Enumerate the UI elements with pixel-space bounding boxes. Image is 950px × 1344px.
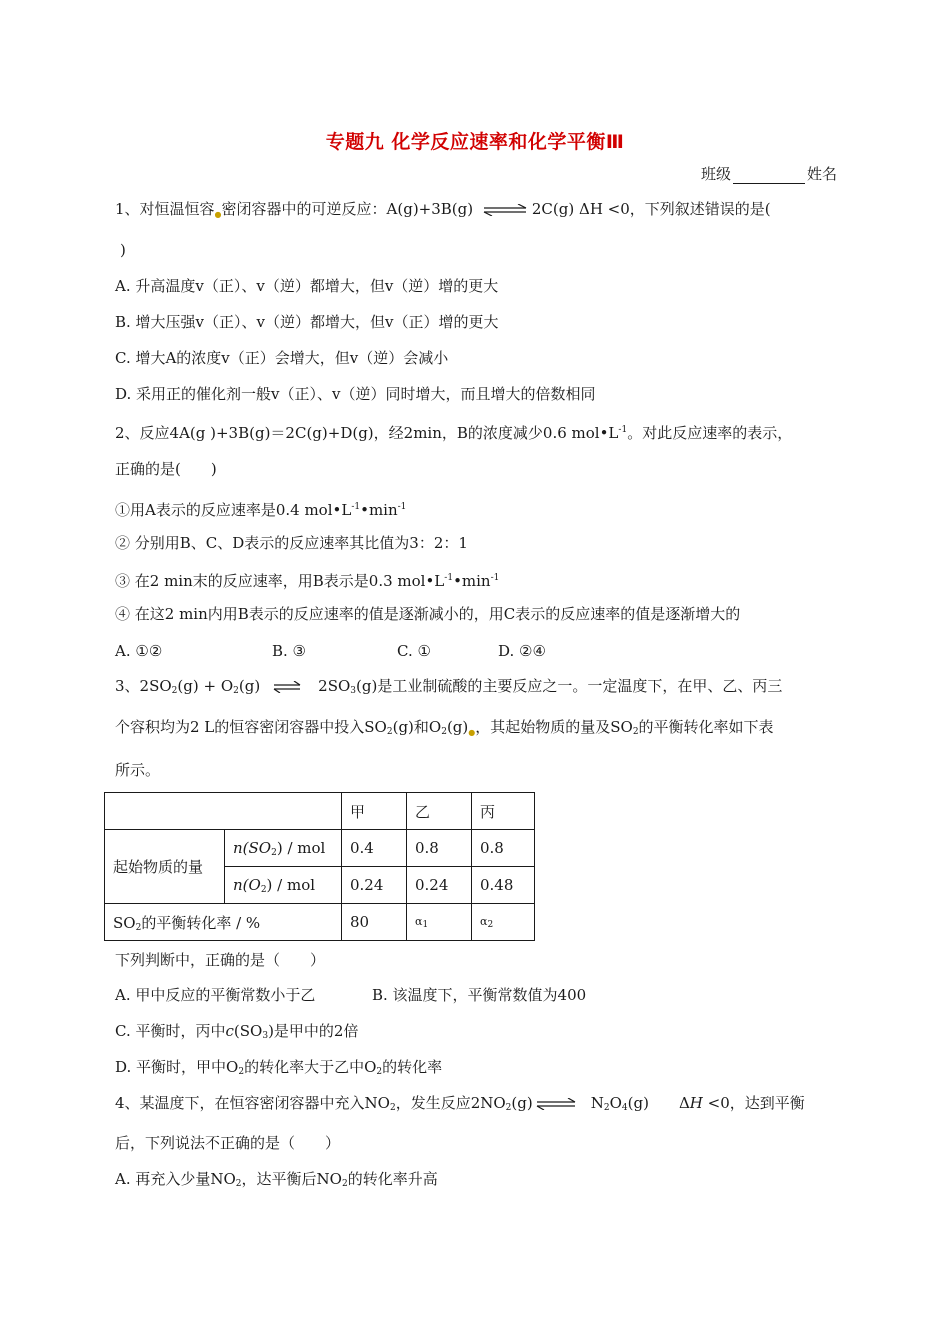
q4-option-a[interactable]: A. 再充入少量$NO_2$，达平衡后$NO_2$的转化率升高 xyxy=(115,1170,438,1189)
q1-option-c[interactable]: C. 增大A的浓度v（正）会增大，但v（逆）会减小 xyxy=(115,349,449,367)
q3-option-c[interactable]: C. 平衡时，丙中$c(SO_3)$是甲中的2倍 xyxy=(115,1022,359,1041)
mark-dot: ● xyxy=(214,210,222,219)
equilibrium-arrow-icon xyxy=(272,681,302,693)
q2-option-a[interactable]: A. ①② xyxy=(115,642,163,660)
equilibrium-arrow-icon xyxy=(535,1098,577,1110)
table-cell: 0.24 xyxy=(407,867,472,904)
table-cell: $\alpha_2$ xyxy=(472,904,535,941)
q3-prompt: 下列判断中，正确的是（ ） xyxy=(115,951,326,969)
q2-statement-1: ①用A表示的反应速率是0.4 $mol•L^{-1}•\min^{-1}$ xyxy=(115,501,407,519)
table-cell: 80 xyxy=(342,904,407,941)
q1-option-b[interactable]: B. 增大压强v（正）、v（逆）都增大，但v（正）增的更大 xyxy=(115,313,499,331)
table-corner-cell xyxy=(105,793,342,830)
q4-stem-line2: 后，下列说法不正确的是（ ） xyxy=(115,1134,341,1152)
q2-stem-line2: 正确的是( ) xyxy=(115,460,217,478)
table-header-yi: 乙 xyxy=(407,793,472,830)
q2-statement-3: ③ 在2 min末的反应速率，用B表示是0.3 $mol•L^{-1}•\min^{-1}$ xyxy=(115,572,500,590)
class-name-line xyxy=(701,163,837,184)
table-row-group-label: 起始物质的量 xyxy=(105,830,225,904)
table-cell: 0.8 xyxy=(407,830,472,867)
table-cell: 0.4 xyxy=(342,830,407,867)
table-header-bing: 丙 xyxy=(472,793,535,830)
table-cell: 0.24 xyxy=(342,867,407,904)
table-row-label: $SO_2$的平衡转化率 / % xyxy=(105,904,342,941)
q3-data-table xyxy=(104,792,535,941)
q2-statement-2: ② 分别用B、C、D表示的反应速率其比值为3：2：1 xyxy=(115,534,468,552)
table-row-label: $n(O_2)$ / mol xyxy=(225,867,342,904)
mark-dot: ● xyxy=(468,728,476,737)
q2-option-b[interactable]: B. ③ xyxy=(272,642,307,660)
q2-option-d[interactable]: D. ②④ xyxy=(498,642,546,660)
q3-stem-line2: 个容积均为2 L的恒容密闭容器中投入$SO_2(g)$和$O_2(g)_●$，其起始物质的量及$SO_2$的平衡转化率如下表 xyxy=(115,718,774,737)
q1-option-d[interactable]: D. 采用正的催化剂一般v（正）、v（逆）同时增大，而且增大的倍数相同 xyxy=(115,385,596,403)
q3-stem-line3: 所示。 xyxy=(115,761,161,779)
q2-stem: 2、反应4A(g )+3B(g)＝2C(g)+D(g)，经2min，B的浓度减少0.6 $mol•L^{-1}$。对此反应速率的表示， xyxy=(115,424,793,442)
page-title: 专题九 化学反应速率和化学平衡Ⅲ xyxy=(325,131,625,153)
q3-option-b[interactable]: B. 该温度下，平衡常数值为400 xyxy=(372,986,587,1004)
q1-stem-close: ) xyxy=(120,241,126,259)
table-cell: 0.48 xyxy=(472,867,535,904)
equilibrium-arrow-icon xyxy=(482,204,528,216)
q4-stem-line1: 4、某温度下，在恒容密闭容器中充入$NO_2$，发生反应$2NO_2(g)$ $N_2O_4(g)$ ΔH <0，达到平衡 xyxy=(115,1094,805,1113)
table-row-label: $n(SO_2)$ / mol xyxy=(225,830,342,867)
q1-option-a[interactable]: A. 升高温度v（正）、v（逆）都增大，但v（逆）增的更大 xyxy=(115,277,499,295)
table-cell: $\alpha_1$ xyxy=(407,904,472,941)
name-label: 姓名 xyxy=(806,165,837,183)
class-label: 班级 xyxy=(700,165,731,183)
class-blank[interactable] xyxy=(733,168,805,184)
table-header-jia: 甲 xyxy=(342,793,407,830)
table-row xyxy=(105,830,535,867)
q2-statement-4: ④ 在这2 min内用B表示的反应速率的值是逐渐减小的，用C表示的反应速率的值是逐渐增大的 xyxy=(115,605,741,623)
q3-stem-line1: 3、$2SO_2(g) + O_2(g)$ $2SO_3(g)$是工业制硫酸的主要反应之一。一定温度下，在甲、乙、丙三 xyxy=(115,677,783,696)
table-row xyxy=(105,904,535,941)
q1-stem: 1、对恒温恒容$_●$密闭容器中的可逆反应：A(g)+3B(g) 2C(g) ΔH <0，下列叙述错误的是( xyxy=(115,200,771,219)
q3-option-d[interactable]: D. 平衡时，甲中$O_2$的转化率大于乙中$O_2$的转化率 xyxy=(115,1058,443,1077)
q2-option-c[interactable]: C. ① xyxy=(397,642,431,660)
table-row xyxy=(105,793,535,830)
table-cell: 0.8 xyxy=(472,830,535,867)
q3-option-a[interactable]: A. 甲中反应的平衡常数小于乙 xyxy=(115,986,316,1004)
